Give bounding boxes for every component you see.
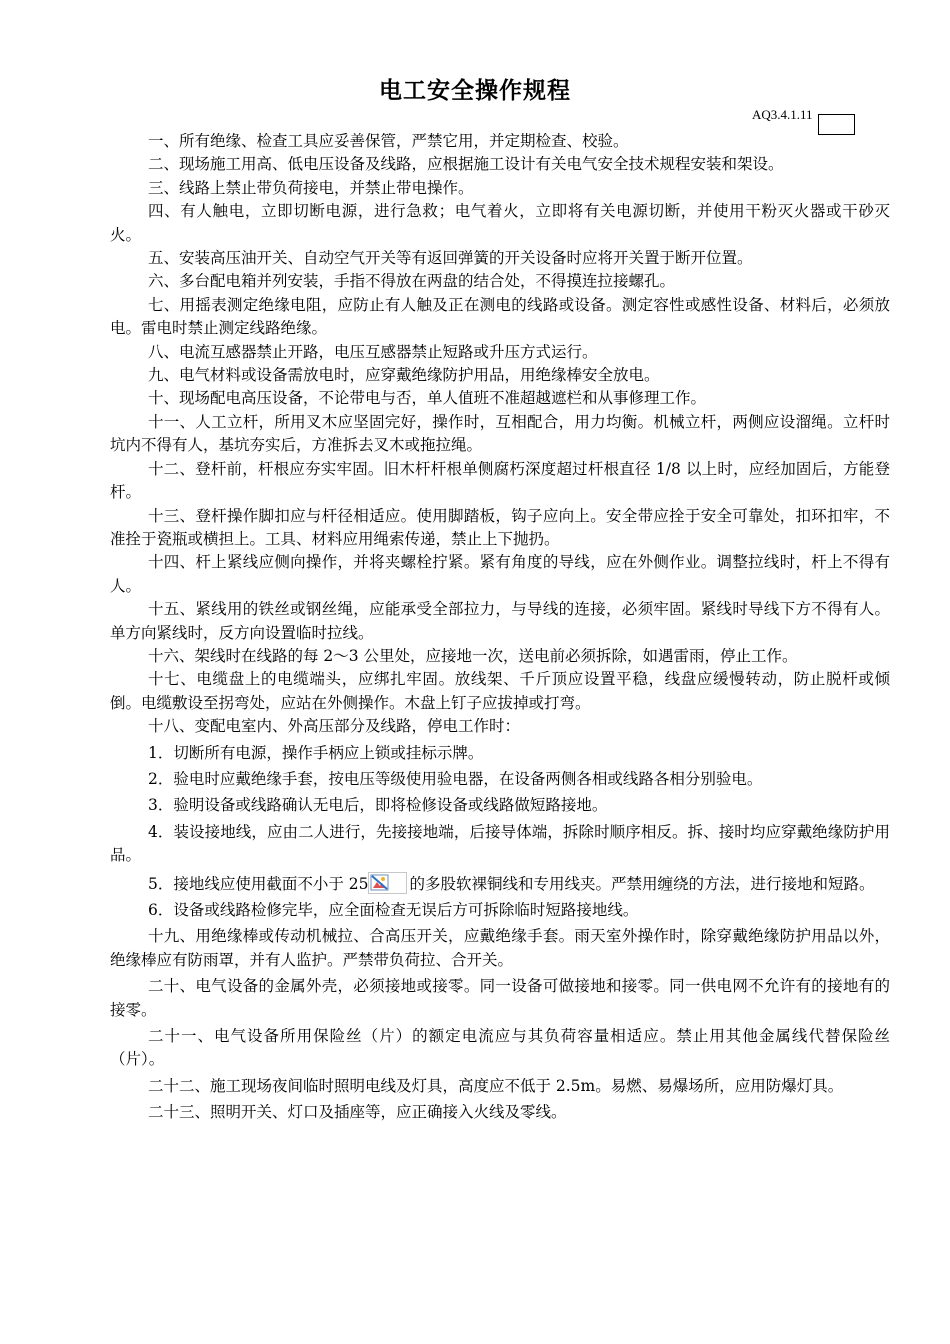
paragraph: 十八、变配电室内、外高压部分及线路，停电工作时： bbox=[147, 717, 520, 736]
list-item: 2．验电时应戴绝缘手套，按电压等级使用验电器，在设备两侧各相或线路各相分别验电。 bbox=[147, 769, 763, 788]
item5-text-after: 的多股软裸铜线和专用线夹。严禁用缠绕的方法，进行接地和短路。 bbox=[409, 874, 875, 893]
paragraph: 一、所有绝缘、检查工具应妥善保管，严禁它用，并定期检查、校验。 bbox=[147, 132, 629, 150]
paragraph: 二十、电气设备的金属外壳，必须接地或接零。同一设备可做接地和接零。同一供电网不允许有的接地有的接零。 bbox=[110, 977, 890, 1019]
document-body bbox=[110, 130, 890, 1125]
paragraph: 十三、登杆操作脚扣应与杆径相适应。使用脚踏板，钩子应向上。安全带应拴于安全可靠处，扣环扣牢，不准拴于瓷瓶或横担上。工具、材料应用绳索传递，禁止上下抛扔。 bbox=[110, 506, 890, 548]
list-item-5 bbox=[110, 872, 890, 896]
paragraph: 七、用摇表测定绝缘电阻，应防止有人触及正在测电的线路或设备。测定容性或感性设备、材料后，必须放电。雷电时禁止测定线路绝缘。 bbox=[110, 295, 890, 338]
paragraph: 二十一、电气设备所用保险丝（片）的额定电流应与其负荷容量相适应。禁止用其他金属线代替保险丝（片）。 bbox=[110, 1027, 890, 1069]
paragraph: 六、多台配电箱并列安装，手指不得放在两盘的结合处，不得摸连拉接螺孔。 bbox=[147, 272, 675, 291]
paragraph: 八、电流互感器禁止开路，电压互感器禁止短路或升压方式运行。 bbox=[147, 342, 598, 361]
paragraph: 十七、电缆盘上的电缆端头，应绑扎牢固。放线架、千斤顶应设置平稳，线盘应缓慢转动，防止脱杆或倾倒。电缆敷设至拐弯处，应站在外侧操作。木盘上钉子应拔掉或打弯。 bbox=[110, 670, 890, 712]
item5-text-before: 5．接地线应使用截面不小于 25 bbox=[147, 874, 369, 893]
document-code: AQ3.4.1.11 bbox=[752, 107, 813, 122]
paragraph: 五、安装高压油开关、自动空气开关等有返回弹簧的开关设备时应将开关置于断开位置。 bbox=[147, 249, 753, 268]
paragraph: 十、现场配电高压设备，不论带电与否，单人值班不准超越遮栏和从事修理工作。 bbox=[147, 389, 706, 408]
paragraph: 九、电气材料或设备需放电时，应穿戴绝缘防护用品，用绝缘棒安全放电。 bbox=[147, 366, 660, 385]
paragraph: 二十二、施工现场夜间临时照明电线及灯具，高度应不低于 2.5m。易燃、易爆场所，应用防爆灯具。 bbox=[147, 1076, 844, 1095]
broken-image-icon bbox=[368, 872, 407, 894]
paragraph: 十二、登杆前，杆根应夯实牢固。旧木杆杆根单侧腐朽深度超过杆根直径 1/8 以上时，应经加固后，方能登杆。 bbox=[110, 459, 890, 502]
paragraph: 四、有人触电，立即切断电源，进行急救；电气着火，立即将有关电源切断，并使用干粉灭火器或干砂灭火。 bbox=[110, 202, 890, 244]
paragraph: 十六、架线时在线路的每 2～3 公里处，应接地一次，送电前必须拆除，如遇雷雨，停止工作。 bbox=[147, 646, 798, 665]
paragraph: 二、现场施工用高、低电压设备及线路，应根据施工设计有关电气安全技术规程安装和架设。 bbox=[147, 155, 784, 174]
paragraph: 三、线路上禁止带负荷接电，并禁止带电操作。 bbox=[147, 178, 474, 197]
paragraph: 十一、人工立杆，所用叉木应坚固完好，操作时，互相配合，用力均衡。机械立杆，两侧应设溜绳。立杆时坑内不得有人，基坑夯实后，方准拆去叉木或拖拉绳。 bbox=[110, 412, 890, 455]
paragraph: 二十三、照明开关、灯口及插座等，应正确接入火线及零线。 bbox=[147, 1103, 567, 1122]
list-item: 6．设备或线路检修完毕，应全面检查无误后方可拆除临时短路接地线。 bbox=[147, 901, 639, 919]
list-item: 3．验明设备或线路确认无电后，即将检修设备或线路做短路接地。 bbox=[147, 796, 608, 815]
list-item: 4．装设接地线，应由二人进行，先接接地端，后接导体端，拆除时顺序相反。拆、接时均应穿戴绝缘防护用品。 bbox=[110, 822, 890, 865]
paragraph: 十五、紧线用的铁丝或钢丝绳，应能承受全部拉力，与导线的连接，必须牢固。紧线时导线下方不得有人。单方向紧线时，反方向设置临时拉线。 bbox=[110, 600, 890, 642]
list-item: 1．切断所有电源，操作手柄应上锁或挂标示牌。 bbox=[147, 743, 484, 762]
document-title: 电工安全操作规程 bbox=[379, 78, 571, 104]
paragraph: 十九、用绝缘棒或传动机械拉、合高压开关，应戴绝缘手套。雨天室外操作时，除穿戴绝缘防护用品以外，绝缘棒应有防雨罩，并有人监护。严禁带负荷拉、合开关。 bbox=[110, 927, 890, 969]
paragraph: 十四、杆上紧线应侧向操作，并将夹螺栓拧紧。紧有角度的导线，应在外侧作业。调整拉线时，杆上不得有人。 bbox=[110, 553, 890, 595]
